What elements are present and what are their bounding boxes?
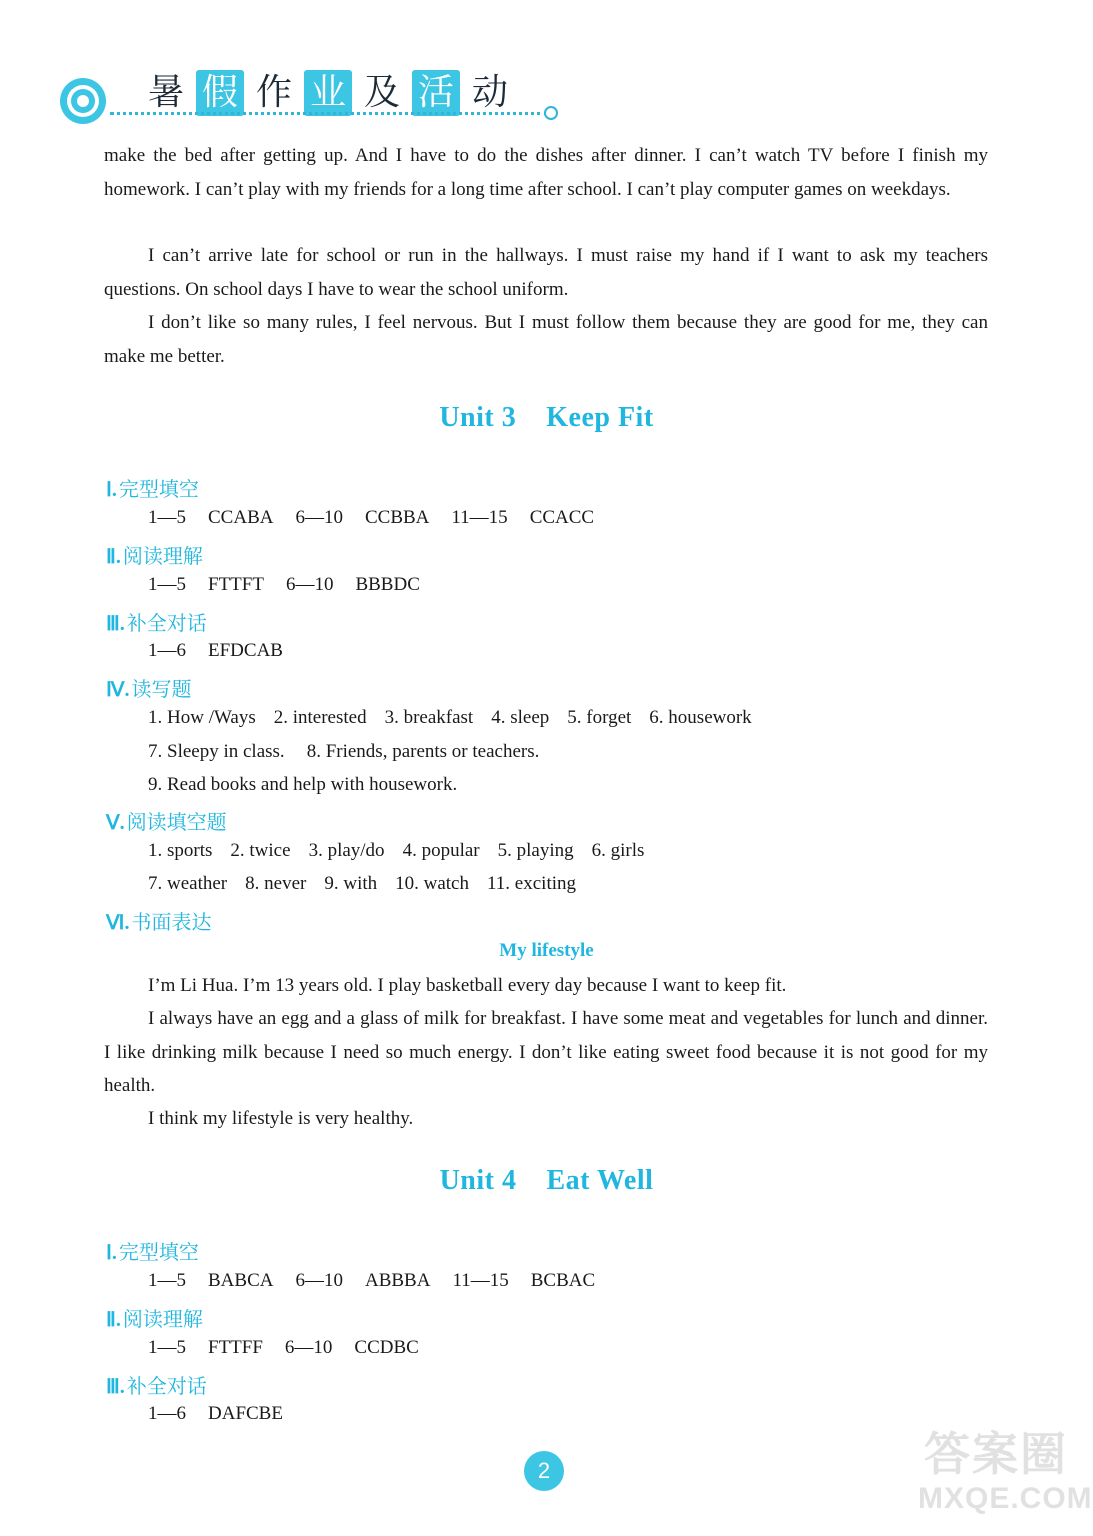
answer-item: 6—10 (295, 507, 343, 528)
answer-item: EFDCAB (208, 640, 283, 661)
section-heading (106, 1236, 199, 1265)
section-heading (106, 1370, 207, 1399)
answer-item: 1—5 (148, 507, 186, 528)
page-header (58, 68, 578, 132)
section-number: Ⅰ. (106, 479, 117, 501)
section-label: 阅读理解 (122, 544, 203, 568)
answer-item: 1. How /Ways (148, 707, 256, 728)
section-label: 阅读填空题 (126, 810, 227, 834)
section-heading (106, 673, 191, 702)
unit-3-heading (0, 402, 1093, 434)
title-char: 业 (304, 70, 352, 116)
answer-item: 8. never (245, 873, 307, 894)
intro-paragraph-1: make the bed after getting up. And I have to do the dishes after dinner. I can’t watch TV before I finish my homework. I can’t play with my friends for a long time after school. I can’t play computer games on weekdays. (104, 145, 988, 200)
answer-item: 6—10 (284, 1337, 333, 1358)
section-label: 完型填空 (118, 1240, 199, 1264)
answer-item: BCBAC (530, 1270, 596, 1291)
answer-item: 11—15 (451, 507, 508, 528)
essay-title: My lifestyle (499, 940, 594, 961)
answer-item: FTTFT (208, 574, 264, 595)
section-number: Ⅰ. (106, 1242, 117, 1264)
section-number: Ⅵ. (106, 912, 130, 934)
section-heading (106, 806, 227, 835)
answer-item: 7. Sleepy in class. (148, 741, 285, 762)
section-number: Ⅲ. (106, 613, 125, 635)
answer-item: 1. sports (148, 840, 213, 861)
section-number: Ⅴ. (106, 812, 125, 834)
watermark (918, 1414, 1093, 1524)
answer-line (148, 507, 616, 529)
answer-item: 6. girls (591, 840, 645, 861)
intro-paragraph-3: I don’t like so many rules, I feel nervous. But I must follow them because they are good for me, they can make me better. (104, 312, 988, 367)
answer-item: 1—5 (148, 1337, 186, 1358)
answer-line (148, 1403, 305, 1425)
essay-paragraph-1: I’m Li Hua. I’m 13 years old. I play basketball every day because I want to keep fit. (148, 975, 787, 996)
answer-item: 2. interested (273, 707, 367, 728)
answer-item: BBBDC (355, 574, 420, 595)
section-number: Ⅳ. (106, 679, 130, 701)
answer-line (148, 574, 442, 596)
answer-item: 3. breakfast (384, 707, 474, 728)
page-number: 2 (524, 1451, 564, 1491)
section-heading (106, 473, 199, 502)
answer-line (148, 873, 594, 895)
unit-name: Eat Well (546, 1165, 654, 1196)
answer-item: FTTFF (208, 1337, 263, 1358)
target-ring-icon (58, 76, 108, 126)
section-label: 补全对话 (126, 611, 207, 635)
answer-line: 9. Read books and help with housework. (148, 774, 458, 795)
section-label: 书面表达 (131, 910, 212, 934)
essay-paragraph-3: I think my lifestyle is very healthy. (148, 1108, 414, 1129)
title-char: 动 (471, 72, 508, 113)
title-char: 活 (412, 70, 460, 116)
answer-line (148, 741, 561, 763)
answer-item: 9. with (324, 873, 378, 894)
answer-item: 4. sleep (491, 707, 550, 728)
answer-item: 1—5 (148, 574, 186, 595)
title-char: 作 (255, 72, 292, 113)
answer-item: 1—6 (148, 640, 186, 661)
answer-item: DAFCBE (208, 1403, 283, 1424)
answer-item: 8. Friends, parents or teachers. (306, 741, 540, 762)
answer-item: 4. popular (402, 840, 480, 861)
answer-item: 2. twice (230, 840, 291, 861)
section-heading (106, 906, 211, 935)
section-number: Ⅱ. (106, 546, 121, 568)
section-label: 阅读理解 (122, 1307, 203, 1331)
answer-line (148, 1337, 441, 1359)
section-heading (106, 1303, 203, 1332)
unit-label: Unit 3 (439, 402, 517, 433)
title-char: 假 (196, 70, 244, 116)
answer-line (148, 1270, 617, 1292)
answer-item: 5. forget (567, 707, 632, 728)
answer-item: 10. watch (395, 873, 469, 894)
answer-item: 7. weather (148, 873, 228, 894)
answer-line (148, 707, 770, 729)
watermark-text: 答案圈 (924, 1427, 1068, 1481)
unit-4-heading (0, 1165, 1093, 1197)
section-number: Ⅱ. (106, 1309, 121, 1331)
answer-line (148, 840, 662, 862)
section-label: 补全对话 (126, 1374, 207, 1398)
header-dotted-rule (110, 112, 548, 115)
header-title (142, 70, 514, 116)
answer-line (148, 640, 305, 662)
watermark-url: MXQE.COM (918, 1482, 1093, 1515)
section-heading (106, 540, 203, 569)
answer-item: 6. housework (649, 707, 752, 728)
answer-item: CCACC (529, 507, 595, 528)
section-heading (106, 607, 207, 636)
answer-item: 11. exciting (487, 873, 576, 894)
answer-item: ABBBA (364, 1270, 431, 1291)
essay-paragraph-2: I always have an egg and a glass of milk for breakfast. I have some meat and vegetables for lunch and dinner. I like drinking milk because I need so much energy. I don’t like eating sweet food because it is not good for my health. (104, 1008, 988, 1096)
intro-paragraph-2: I can’t arrive late for school or run in the hallways. I must raise my hand if I want to ask my teachers questions. On school days I have to wear the school uniform. (104, 245, 988, 300)
unit-name: Keep Fit (546, 402, 654, 433)
section-number: Ⅲ. (106, 1376, 125, 1398)
answer-item: CCDBC (354, 1337, 419, 1358)
title-char: 暑 (147, 72, 184, 113)
section-label: 读写题 (131, 677, 192, 701)
answer-item: 1—5 (148, 1270, 186, 1291)
answer-item: 11—15 (452, 1270, 509, 1291)
rule-end-dot (544, 106, 558, 120)
section-label: 完型填空 (118, 477, 199, 501)
answer-item: 6—10 (285, 574, 334, 595)
title-char: 及 (363, 72, 400, 113)
answer-item: 3. play/do (308, 840, 385, 861)
answer-item: 1—6 (148, 1403, 186, 1424)
unit-label: Unit 4 (439, 1165, 517, 1196)
answer-item: CCBBA (364, 507, 430, 528)
answer-item: CCABA (208, 507, 274, 528)
answer-item: BABCA (208, 1270, 274, 1291)
answer-item: 5. playing (497, 840, 574, 861)
answer-item: 6—10 (295, 1270, 343, 1291)
